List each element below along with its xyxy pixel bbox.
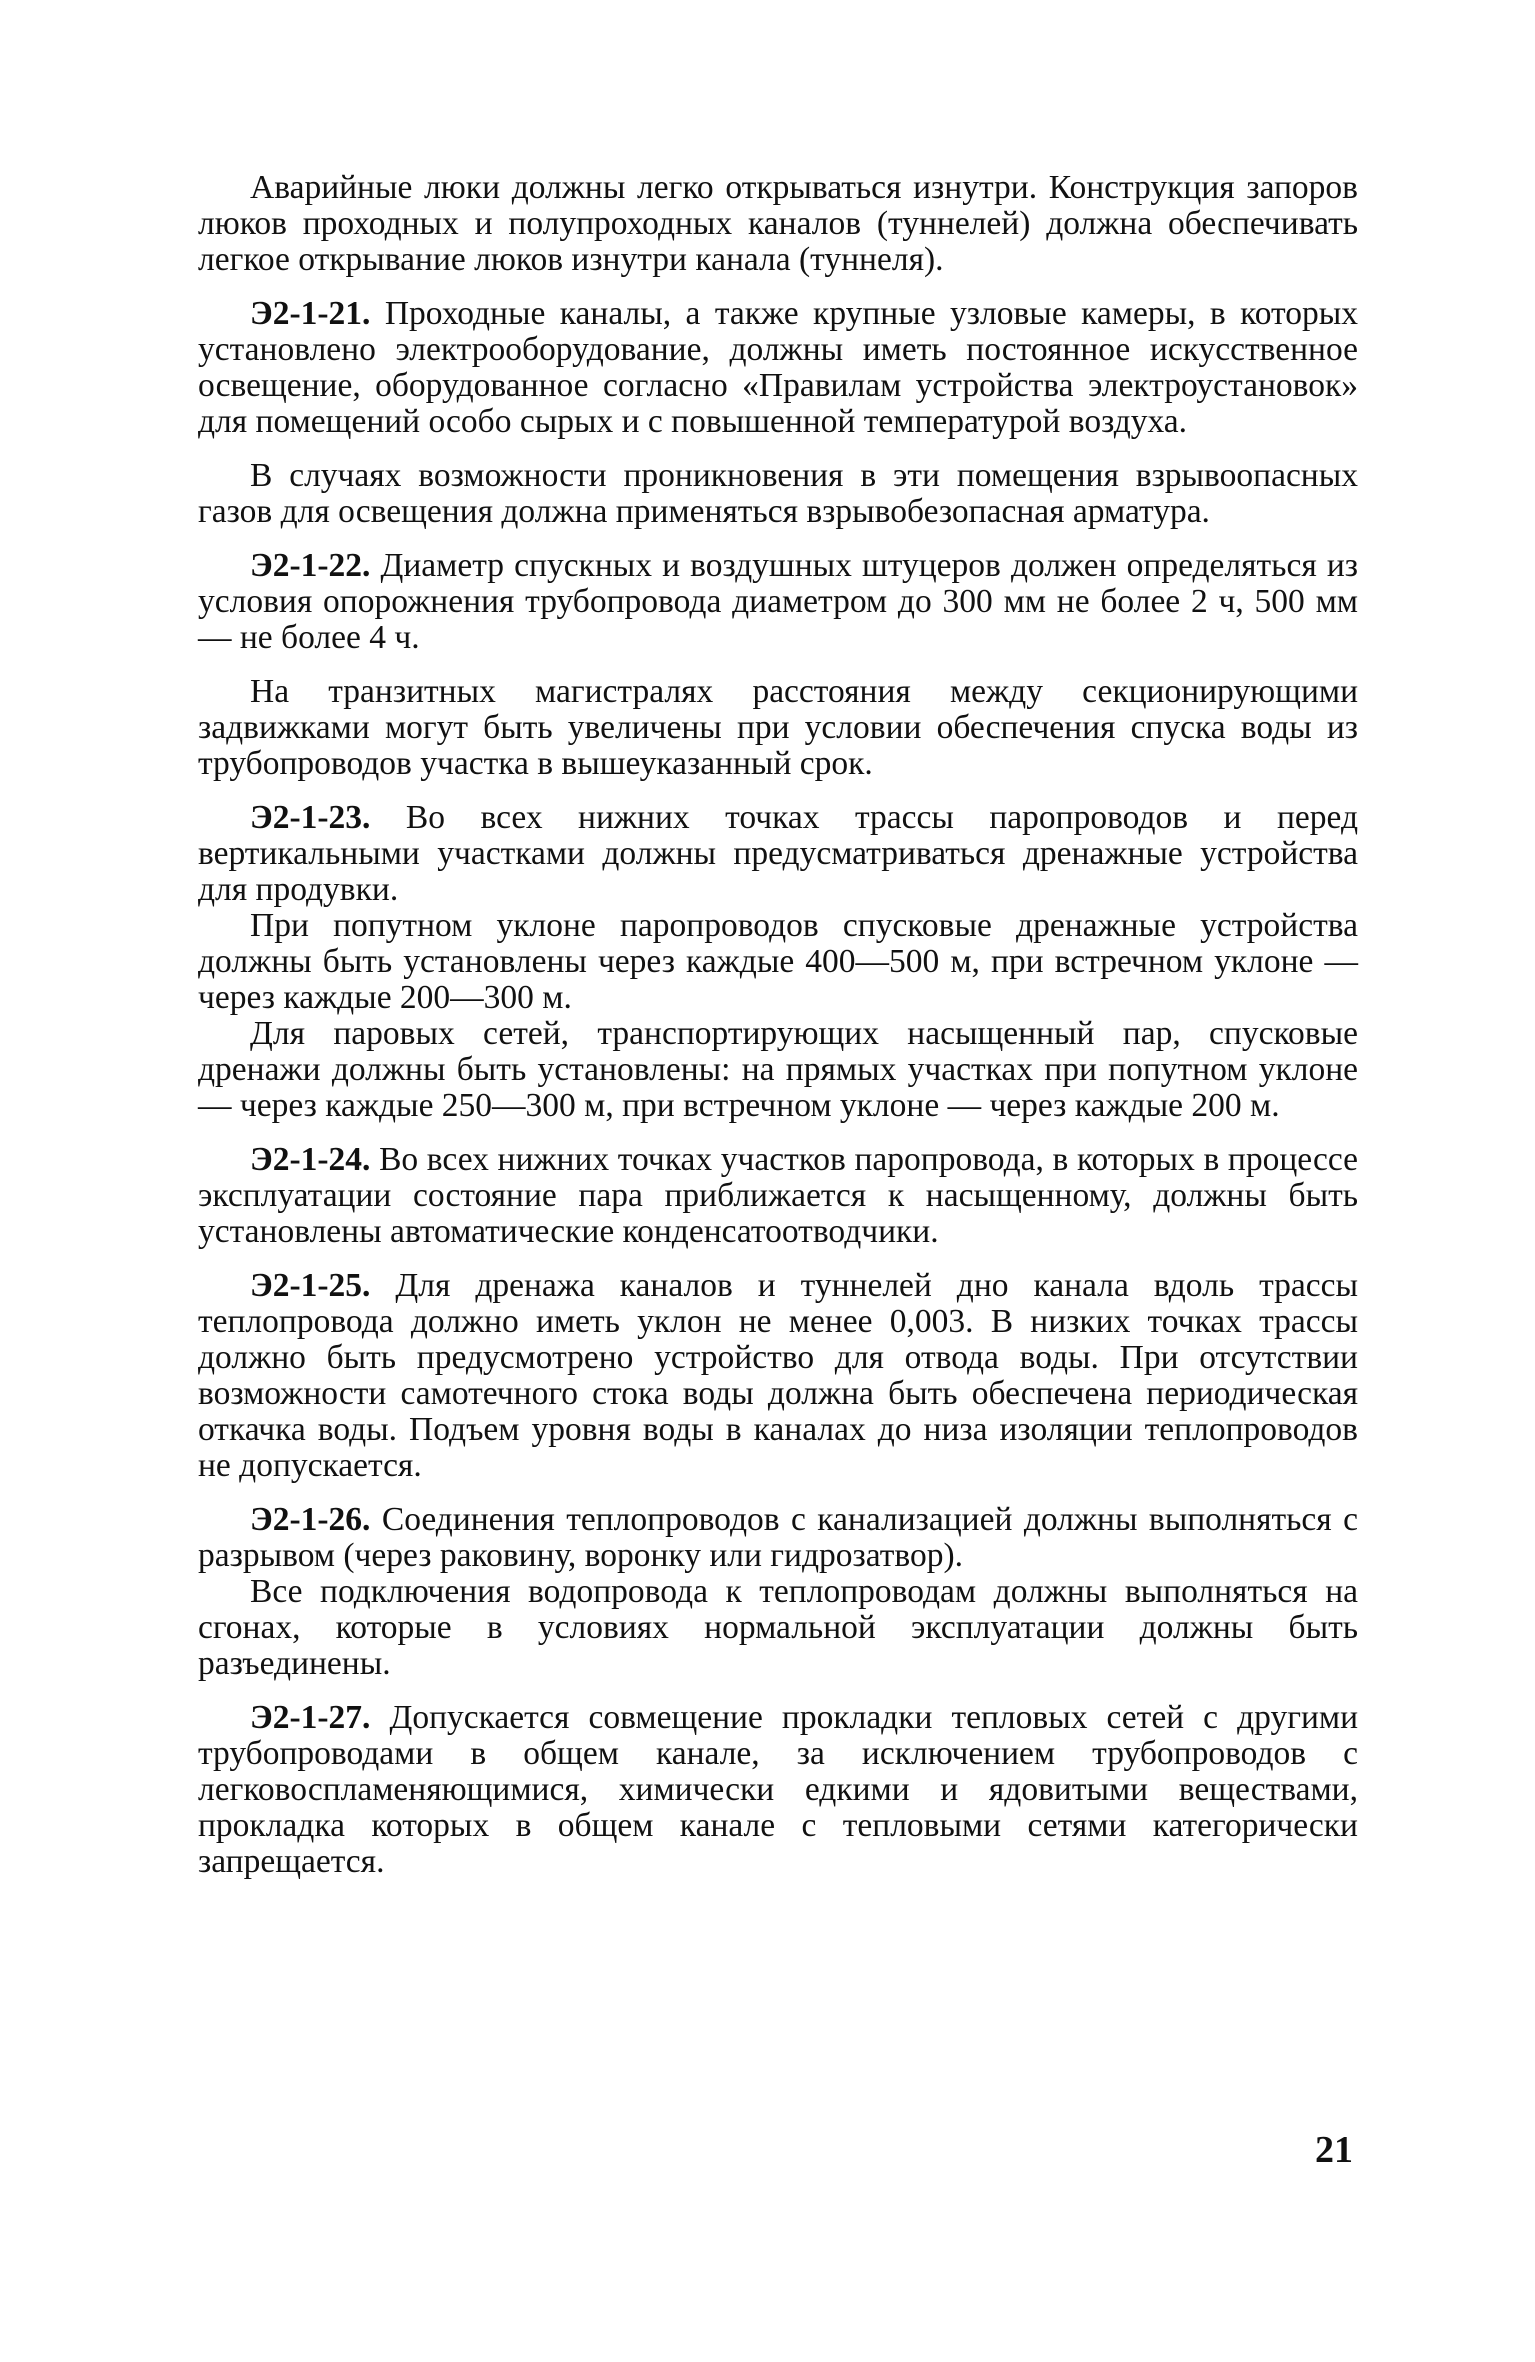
paragraph-hatches: Аварийные люки должны легко открываться изнутри. Конструкция запоров люков проходных и полупроходных каналов (туннелей) должна обеспечивать легкое открывание люков изнутри канала (туннеля).	[198, 169, 1358, 278]
paragraph-e2-1-24: Э2-1-24. Во всех нижних точках участков паропровода, в которых в процессе эксплуатации состояние пара приближается к насыщенному, должны быть установлены автоматические конденсатоотводчики.	[198, 1141, 1358, 1250]
paragraph-water-supply: Все подключения водопровода к теплопроводам должны выполняться на сгонах, которые в условиях нормальной эксплуатации должны быть разъединены.	[198, 1573, 1358, 1682]
paragraph-e2-1-22: Э2-1-22. Диаметр спускных и воздушных штуцеров должен определяться из условия опорожнения трубопровода диаметром до 300 мм не более 2 ч, 500 мм — не более 4 ч.	[198, 547, 1358, 656]
clause-number: Э2-1-26.	[250, 1501, 371, 1538]
body-text	[198, 170, 1358, 1880]
paragraph-e2-1-25: Э2-1-25. Для дренажа каналов и туннелей дно канала вдоль трассы теплопровода должно иметь уклон не менее 0,003. В низких точках трассы должно быть предусмотрено устройство для отвода воды. При отсутствии возможности самотечного стока воды должна быть обеспечена периодическая откачка воды. Подъем уровня воды в каналах до низа изоляции теплопроводов не допускается.	[198, 1267, 1358, 1484]
clause-number: Э2-1-27.	[250, 1699, 371, 1736]
paragraph-e2-1-23: Э2-1-23. Во всех нижних точках трассы паропроводов и перед вертикальными участками должны предусматриваться дренажные устройства для продувки.	[198, 799, 1358, 908]
paragraph-e2-1-27: Э2-1-27. Допускается совмещение прокладки тепловых сетей с другими трубопроводами в общем канале, за исключением трубопроводов с легковоспламеняющимися, химически едкими и ядовитыми веществами, прокладка которых в общем канале с тепловыми сетями категорически запрещается.	[198, 1699, 1358, 1880]
clause-number: Э2-1-21.	[250, 295, 371, 332]
page-number: 21	[1315, 2129, 1353, 2171]
clause-number: Э2-1-25.	[250, 1267, 371, 1304]
paragraph-e2-1-21: Э2-1-21. Проходные каналы, а также крупные узловые камеры, в которых установлено электрооборудование, должны иметь постоянное искусственное освещение, оборудованное согласно «Правилам устройства электроустановок» для помещений особо сырых и с повышенной температурой воздуха.	[198, 295, 1358, 440]
paragraph-e2-1-26: Э2-1-26. Соединения теплопроводов с канализацией должны выполняться с разрывом (через раковину, воронку или гидрозатвор).	[198, 1501, 1358, 1574]
paragraph-saturated-steam: Для паровых сетей, транспортирующих насыщенный пар, спусковые дренажи должны быть установлены: на прямых участках при попутном уклоне — через каждые 250—300 м, при встречном уклоне — через каждые 200 м.	[198, 1015, 1358, 1124]
paragraph-transit-mains: На транзитных магистралях расстояния между секционирующими задвижками могут быть увеличены при условии обеспечения спуска воды из трубопроводов участка в вышеуказанный срок.	[198, 673, 1358, 782]
paragraph-drain-spacing: При попутном уклоне паропроводов спусковые дренажные устройства должны быть установлены через каждые 400—500 м, при встречном уклоне — через каждые 200—300 м.	[198, 907, 1358, 1016]
clause-number: Э2-1-24.	[250, 1141, 371, 1178]
clause-number: Э2-1-23.	[250, 799, 371, 836]
clause-number: Э2-1-22.	[250, 547, 371, 584]
paragraph-explosive-gases: В случаях возможности проникновения в эти помещения взрывоопасных газов для освещения должна применяться взрывобезопасная арматура.	[198, 457, 1358, 530]
